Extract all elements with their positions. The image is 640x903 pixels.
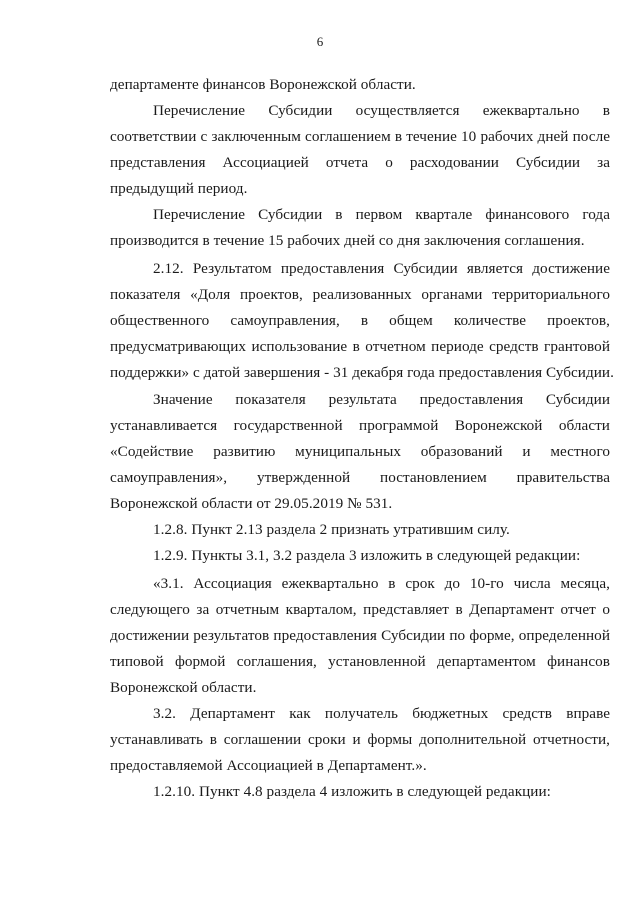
text-line: Значение показателя результата предоставления Субсидии	[153, 391, 610, 408]
text-line: Воронежской области от 29.05.2019 № 531.	[110, 495, 393, 512]
text-line: 2.12. Результатом предоставления Субсидии является достижение	[153, 260, 610, 277]
text-line: 1.2.9. Пункты 3.1, 3.2 раздела 3 изложить в следующей редакции:	[153, 547, 581, 564]
text-line: следующего за отчетным кварталом, представляет в Департамент отчет о	[110, 601, 610, 618]
text-line: 1.2.8. Пункт 2.13 раздела 2 признать утратившим силу.	[153, 521, 510, 538]
text-line: представления Ассоциацией отчета о расходовании Субсидии за	[110, 154, 610, 171]
text-line: Перечисление Субсидии в первом квартале финансового года	[153, 206, 610, 223]
text-line: предоставляемой Ассоциацией в Департамент.».	[110, 757, 427, 774]
text-line: предусматривающих использование в отчетном периоде средств грантовой	[110, 338, 610, 355]
text-line: «3.1. Ассоциация ежеквартально в срок до 10-го числа месяца,	[153, 575, 610, 592]
text-line: 1.2.10. Пункт 4.8 раздела 4 изложить в следующей редакции:	[153, 783, 551, 800]
page-number: 6	[316, 34, 324, 49]
text-line: достижении результатов предоставления Субсидии по форме, определенной	[110, 627, 610, 644]
text-line: поддержки» с датой завершения - 31 декабря года предоставления Субсидии.	[110, 364, 614, 381]
text-line: устанавливать в соглашении сроки и формы дополнительной отчетности,	[110, 731, 610, 748]
text-line: общественного самоуправления, в общем количестве проектов,	[110, 312, 610, 329]
text-line: Воронежской области.	[110, 679, 257, 696]
text-line: предыдущий период.	[110, 180, 248, 197]
text-line: соответствии с заключенным соглашением в течение 10 рабочих дней после	[110, 128, 610, 145]
text-line: производится в течение 15 рабочих дней со дня заключения соглашения.	[110, 232, 585, 249]
text-line: Перечисление Субсидии осуществляется ежеквартально в	[153, 102, 610, 119]
text-line: департаменте финансов Воронежской области.	[110, 76, 416, 93]
text-line: самоуправления», утвержденной постановлением правительства	[110, 469, 610, 486]
text-line: «Содействие развитию муниципальных образований и местного	[110, 443, 610, 460]
text-line: показателя «Доля проектов, реализованных органами территориального	[110, 286, 610, 303]
text-line: 3.2. Департамент как получатель бюджетных средств вправе	[153, 705, 610, 722]
text-line: устанавливается государственной программой Воронежской области	[110, 417, 610, 434]
text-line: типовой формой соглашения, установленной департаментом финансов	[110, 653, 610, 670]
